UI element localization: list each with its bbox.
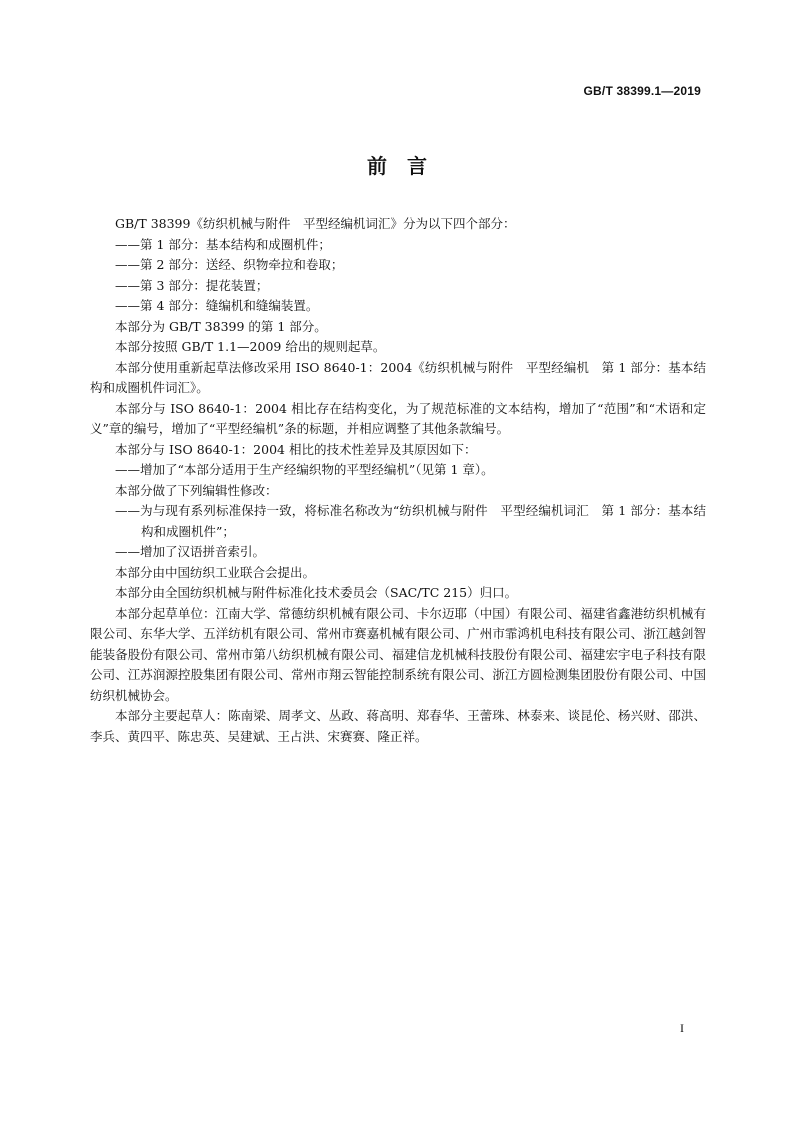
list-item-part-4: ——第 4 部分：缝编机和缝编装置。 [115,298,319,313]
list-item-part-3: ——第 3 部分：提花装置； [115,277,269,293]
editorial-change-item-1: ——为与现有系列标准保持一致，将标准名称改为“纺织机械与附件 平型经编机词汇 第 1 部分：基本结构和成圈机件”； [115,503,706,539]
standard-number: GB/T 38399.1—2019 [583,84,701,98]
drafting-rules: 本部分按照 GB/T 1.1—2009 给出的规则起草。 [115,339,386,354]
technical-difference-item: ——增加了“本部分适用于生产经编织物的平型经编机”（见第 1 章）。 [115,462,494,477]
page-number: I [680,1021,684,1035]
editorial-changes-intro: 本部分做了下列编辑性修改： [115,482,278,498]
technical-differences-intro: 本部分与 ISO 8640-1：2004 相比的技术性差异及其原因如下： [115,441,477,457]
editorial-change-item-2: ——增加了汉语拼音索引。 [115,544,266,559]
part-statement: 本部分为 GB/T 38399 的第 1 部分。 [115,318,327,334]
intro-paragraph: GB/T 38399《纺织机械与附件 平型经编机词汇》分为以下四个部分： [115,216,516,231]
list-item-part-1: ——第 1 部分：基本结构和成圈机件； [115,236,331,252]
structural-changes: 本部分与 ISO 8640-1：2004 相比存在结构变化，为了规范标准的文本结构，增加了“范围”和“术语和定义”章的编号，增加了“平型经编机”条的标题，并相应调整了其他条款编号。 [90,400,706,436]
committee-statement: 本部分由全国纺织机械与附件标准化技术委员会（SAC/TC 215）归口。 [115,585,518,600]
list-item-part-2: ——第 2 部分：送经、织物牵拉和卷取； [115,257,344,272]
drafting-organizations: 本部分起草单位：江南大学、常德纺织机械有限公司、卡尔迈耶（中国）有限公司、福建省鑫港纺织机械有限公司、东华大学、五洋纺机有限公司、常州市赛嘉机械有限公司、广州市霏鸿机电科技有限公司、浙江越剑智能装备股份有限公司、常州市第八纺织机械有限公司、福建信龙机械科技股份有限公司、福建宏宇电子科技有限公司、江苏润源控股集团有限公司、常州市翔云智能控制系统有限公司、浙江方圆检测集团股份有限公司、中国纺织机械协会。 [90,605,706,703]
proposer-statement: 本部分由中国纺织工业联合会提出。 [115,564,316,580]
adoption-method: 本部分使用重新起草法修改采用 ISO 8640-1：2004《纺织机械与附件 平型经编机 第 1 部分：基本结构和成圈机件词汇》。 [90,359,706,395]
page-title: 前 言 [367,154,427,178]
foreword-body [90,214,706,747]
main-drafters: 本部分主要起草人：陈南梁、周孝文、丛政、蒋高明、郑春华、王蕾珠、林泰来、谈昆伦、杨兴财、邵洪、李兵、黄四平、陈忠英、吴建斌、王占洪、宋赛赛、隆正祥。 [90,708,706,744]
